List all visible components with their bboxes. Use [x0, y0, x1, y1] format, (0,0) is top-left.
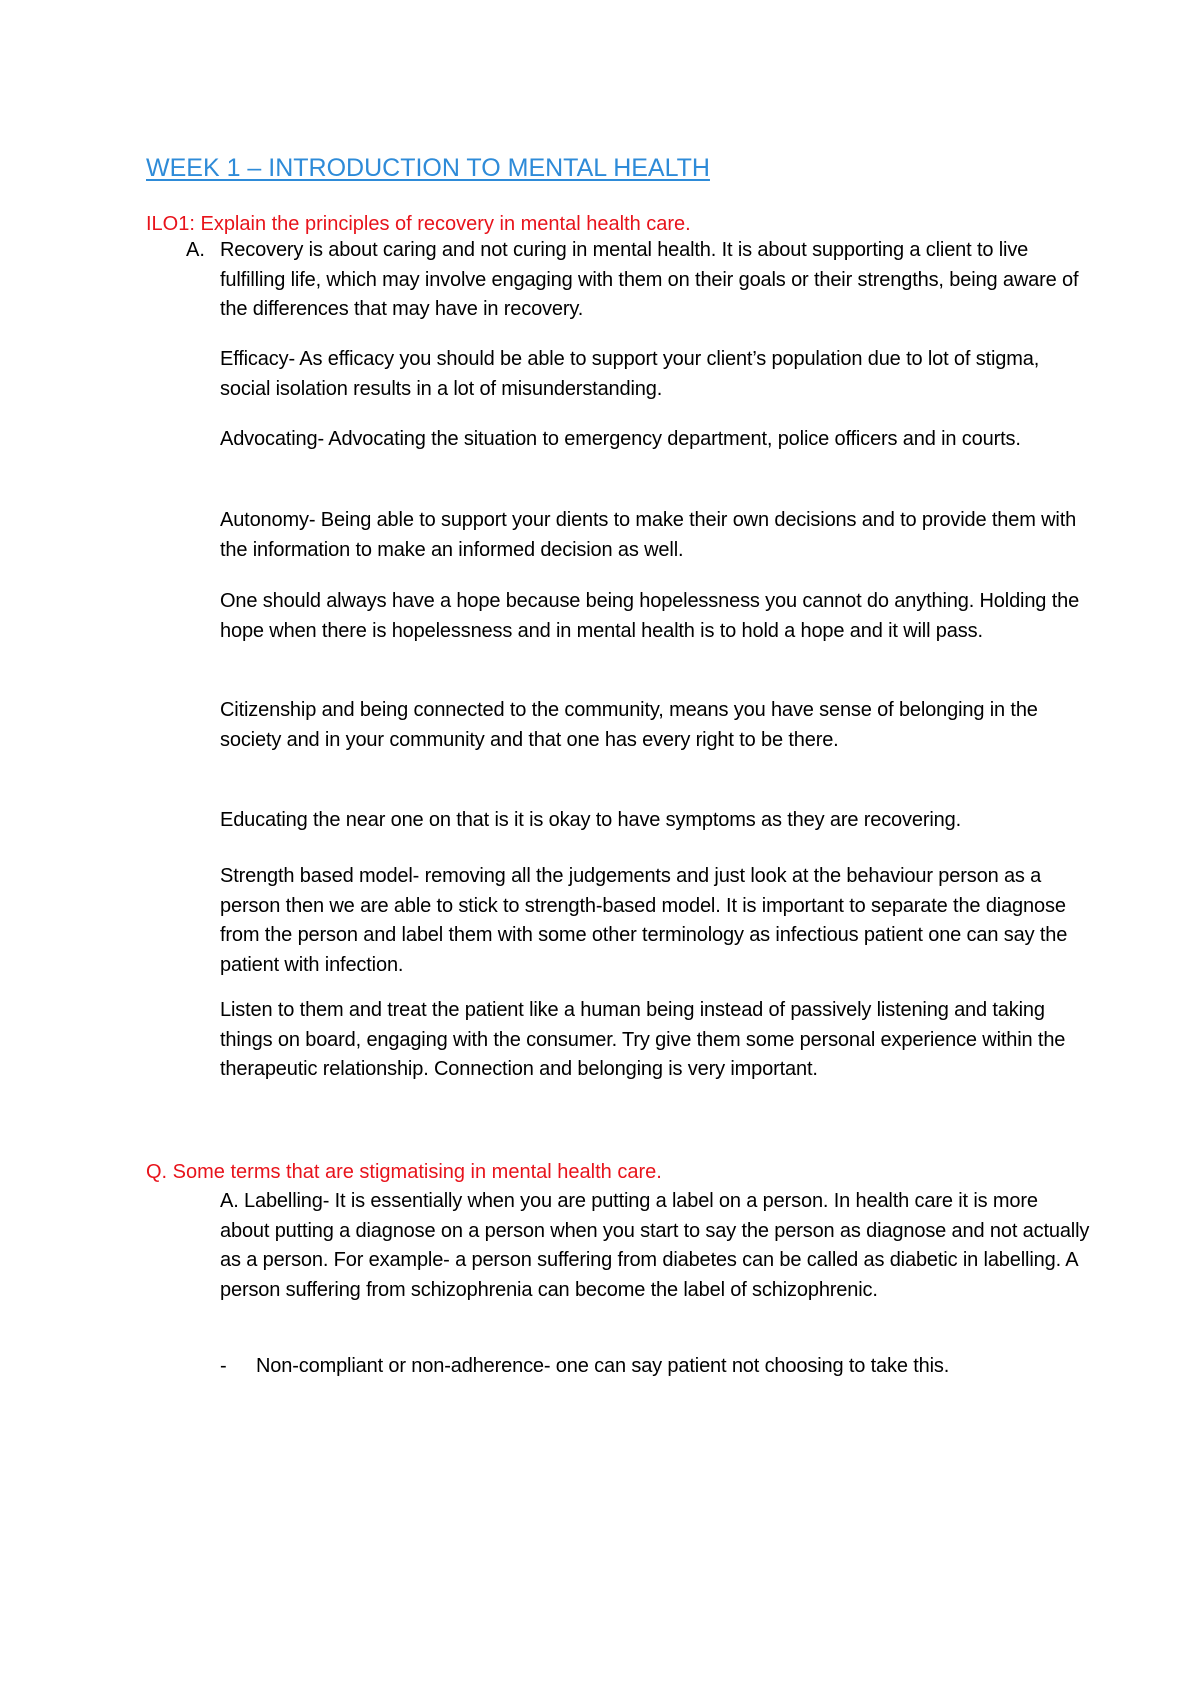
stigma-question: Q. Some terms that are stigmatising in mental health care.	[146, 1161, 662, 1183]
citizenship-paragraph: Citizenship and being connected to the community, means you have sense of belonging in the society and in your community and that one has every right to be there.	[220, 699, 1038, 751]
listen-paragraph: Listen to them and treat the patient like a human being instead of passively listening and taking things on board, engaging with the consumer. Try give them some personal experience within the therapeutic relationship. Connection and belonging is very important.	[220, 999, 1066, 1080]
bullet-marker: -	[220, 1355, 227, 1377]
labelling-answer: A. Labelling- It is essentially when you are putting a label on a person. In health care it is more about putting a diagnose on a person when you start to say the person as diagnose and not actually as a person. For example- a person suffering from diabetes can be called as diabetic in labelling. A person suffering from schizophrenia can become the label of schizophrenic.	[220, 1190, 1090, 1301]
page-title: WEEK 1 – INTRODUCTION TO MENTAL HEALTH	[146, 154, 710, 182]
efficacy-paragraph: Efficacy- As efficacy you should be able to support your client’s population due to lot of stigma, social isolation results in a lot of misunderstanding.	[220, 348, 1040, 400]
advocating-paragraph: Advocating- Advocating the situation to emergency department, police officers and in courts.	[220, 428, 1021, 450]
strength-model-paragraph: Strength based model- removing all the judgements and just look at the behaviour person as a person then we are able to stick to strength-based model. It is important to separate the diagnose from the person and label them with some other terminology as infectious patient one can say the patient with infection.	[220, 865, 1068, 976]
hope-paragraph: One should always have a hope because being hopelessness you cannot do anything. Holding the hope when there is hopelessness and in mental health is to hold a hope and it will pass.	[220, 590, 1080, 642]
recovery-paragraph: Recovery is about caring and not curing in mental health. It is about supporting a client to live fulfilling life, which may involve engaging with them on their goals or their strengths, being aware of the differences that may have in recovery.	[220, 239, 1079, 320]
autonomy-paragraph: Autonomy- Being able to support your dients to make their own decisions and to provide them with the information to make an informed decision as well.	[220, 509, 1077, 561]
answer-marker: A.	[186, 239, 205, 261]
educating-paragraph: Educating the near one on that is it is okay to have symptoms as they are recovering.	[220, 809, 961, 831]
ilo1-question: ILO1: Explain the principles of recovery in mental health care.	[146, 213, 691, 235]
non-compliant-bullet: Non-compliant or non-adherence- one can say patient not choosing to take this.	[256, 1355, 950, 1377]
